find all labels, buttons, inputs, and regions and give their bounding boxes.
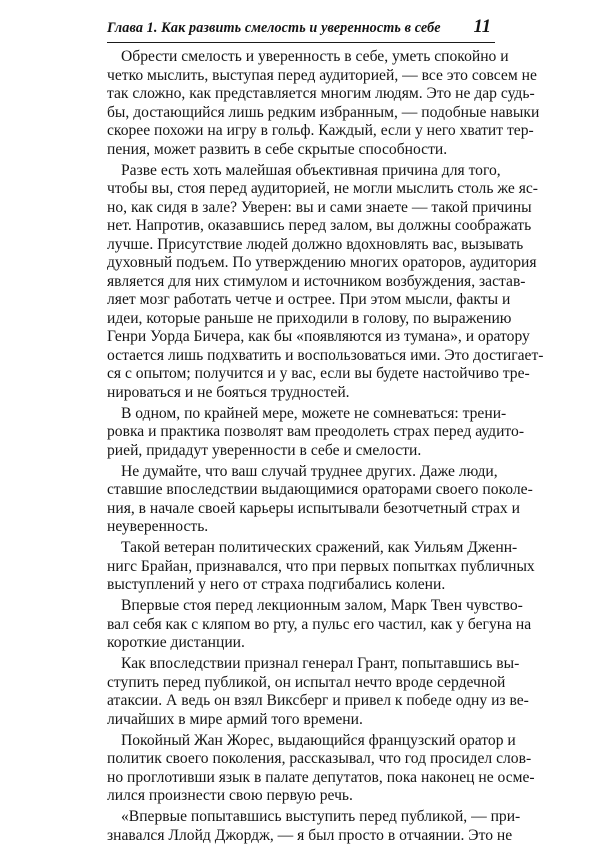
text-line: идеи, которые раньше не приходили в голову, по выражению [107, 309, 512, 327]
text-line: лился произнести свою первую речь. [107, 787, 353, 804]
text-line: «Впервые попытавшись выступить перед публикой, — при- [121, 808, 521, 825]
paragraph [107, 539, 535, 595]
text-line: скорее похожи на игру в гольф. Каждый, если у него хватит тер- [107, 122, 534, 139]
text-line: ступить перед публикой, он испытал нечто вроде сердечной [107, 673, 506, 691]
text-line: Покойный Жан Жорес, выдающийся французский оратор и [121, 731, 516, 749]
text-line: ся с опытом; получится и у вас, если вы будете настойчиво тре- [107, 365, 530, 382]
text-line: является для них стимулом и источником возбуждения, застав- [107, 272, 526, 290]
text-line: ставшие впоследствии выдающимися ораторами своего поколе- [107, 481, 533, 498]
text-line: бы, достающийся лишь редким избранным, — подобные навыки [107, 103, 540, 121]
text-line: чтобы вы, стоя перед аудиторией, не могли мыслить столь же яс- [107, 180, 539, 197]
text-line: Впервые стоя перед лекционным залом, Марк Твен чувство- [121, 597, 523, 614]
chapter-title: Глава 1. Как развить смелость и уверенность в себе [107, 20, 441, 36]
paragraph [107, 161, 544, 403]
text-line: политик своего поколения, рассказывал, что год просидел слов- [107, 750, 532, 767]
body-text [107, 48, 544, 848]
text-line: личайших в мире армий того времени. [107, 710, 363, 728]
text-line: но проглотивши язык в палате депутатов, пока наконец не осме- [107, 768, 535, 786]
text-line: четко мыслить, выступая перед аудиторией, — все это совсем не [107, 66, 537, 84]
text-line: вал себя как с кляпом во рту, а пульс его частил, как у бегуна на [107, 615, 532, 633]
text-line: короткие дистанции. [107, 634, 245, 651]
running-header [107, 18, 495, 43]
paragraph [107, 462, 533, 537]
text-line: Генри Уорда Бичера, как бы «появляются из тумана», и оратору [107, 328, 530, 345]
text-line: атаксии. А ведь он взял Виксберг и привел к победе одну из ве- [107, 692, 529, 709]
paragraph [107, 597, 532, 653]
text-line: духовный подъем. По утверждению многих ораторов, аудитория [107, 254, 537, 271]
text-line: Не думайте, что ваш случай труднее других. Даже люди, [121, 462, 498, 480]
text-line: ровка и практика позволят вам преодолеть страх перед аудито- [107, 423, 525, 440]
text-line: Такой ветеран политических сражений, как Уильям Дженн- [121, 539, 518, 556]
text-line: знавался Ллойд Джордж, — я был просто в отчаянии. Это не [107, 826, 513, 844]
text-line: ляет мозг работать четче и острее. При этом мысли, факты и [107, 291, 511, 308]
text-line: Как впоследствии признал генерал Грант, попытавшись вы- [121, 655, 520, 672]
text-line: так сложно, как представляется многим людям. Это не дар судь- [107, 85, 535, 102]
text-line: Обрести смелость и уверенность в себе, уметь спокойно и [121, 48, 509, 65]
text-line: лучше. Присутствие людей должно вдохновлять вас, вызывать [107, 235, 524, 253]
text-line: пения, может развить в себе скрытые способности. [107, 140, 448, 158]
text-line: выступлений у него от страха подгибались колени. [107, 576, 446, 593]
paragraph [107, 731, 535, 806]
text-line: остается лишь подхватить и воспользоваться ими. Это достигает- [107, 346, 544, 364]
text-line: ния, в начале своей карьеры испытывали безотчетный страх и [107, 499, 520, 517]
paragraph [107, 808, 521, 845]
text-line: нироваться и не бояться трудностей. [107, 383, 350, 401]
text-line: но, как сидя в зале? Уверен: вы и сами знаете — такой причины [107, 198, 532, 216]
text-line: нигс Брайан, признавался, что при первых попытках публичных [107, 557, 535, 575]
paragraph [107, 404, 525, 461]
paragraph [107, 655, 529, 729]
paragraph [107, 48, 540, 159]
text-line: неуверенность. [107, 518, 209, 535]
text-line: В одном, по крайней мере, можете не сомневаться: трени- [121, 404, 507, 422]
text-line: Разве есть хоть малейшая объективная причина для того, [121, 161, 501, 179]
text-line: рией, придадут уверенности в себе и смелости. [107, 441, 422, 459]
text-line: нет. Напротив, оказавшись перед залом, вы должны соображать [107, 217, 532, 234]
page-number: 11 [473, 17, 491, 37]
